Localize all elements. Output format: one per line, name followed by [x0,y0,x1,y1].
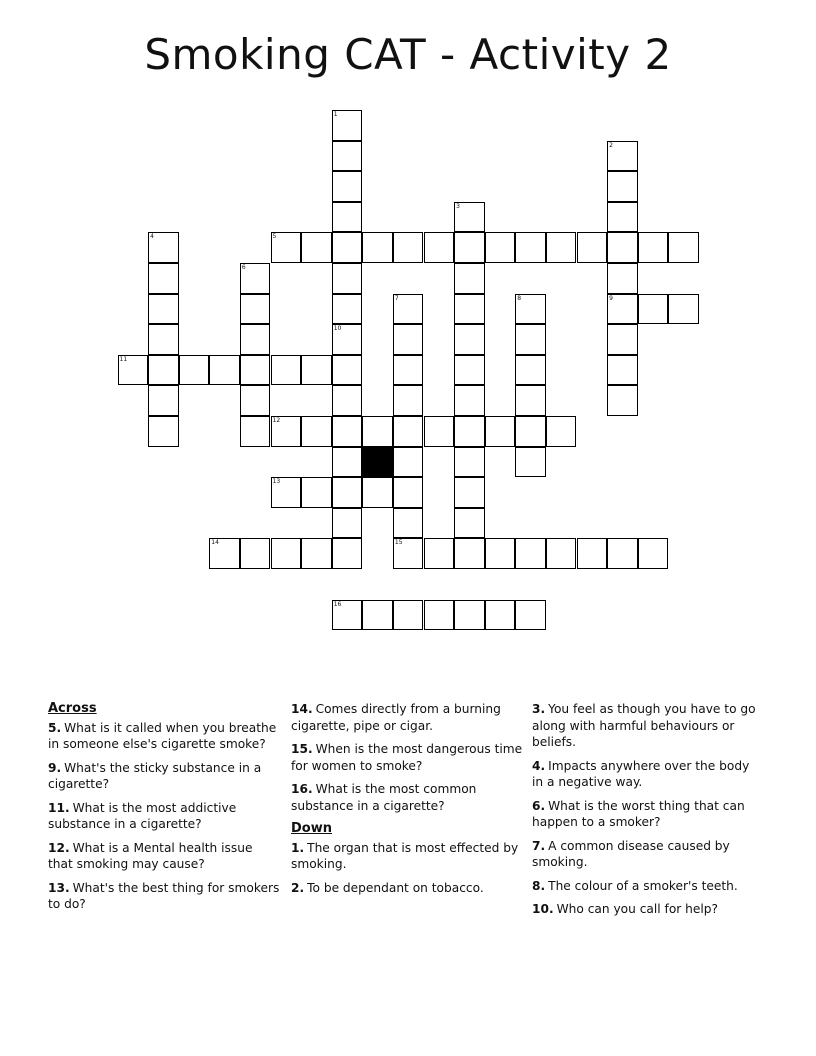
clue-number: 5 [272,233,277,241]
clue-item-number: 1. [291,840,305,855]
grid-cell[interactable] [332,202,363,233]
grid-cell[interactable] [607,263,638,294]
grid-cell[interactable] [668,232,699,263]
clue-item-text: Impacts anywhere over the body in a negative way. [532,758,750,789]
clue-item [532,798,764,831]
clue-number: 2 [609,141,613,149]
grid-cell[interactable] [454,294,485,325]
grid-cell[interactable] [485,416,516,447]
grid-cell[interactable] [515,447,546,478]
grid-cell[interactable] [515,416,546,447]
grid-cell[interactable] [577,538,608,569]
grid-cell[interactable] [393,232,424,263]
grid-cell[interactable] [148,324,179,355]
clue-item-number: 7. [532,838,546,853]
grid-cell[interactable] [485,600,516,631]
grid-cell[interactable] [454,263,485,294]
clue-item-text: What's the best thing for smokers to do? [48,880,280,911]
clue-item-number: 12. [48,840,70,855]
grid-cell[interactable] [607,385,638,416]
clue-number: 4 [150,233,154,241]
clue-number: 14 [211,539,219,547]
grid-cell[interactable] [148,232,179,263]
clue-item-number: 15. [291,742,313,756]
clue-item-number: 9. [48,760,62,775]
grid-cell[interactable] [607,538,638,569]
grid-cell[interactable] [607,294,638,325]
clue-number: 1 [333,111,338,118]
clue-item-text: What is a Mental health issue that smoking may cause? [48,840,253,871]
clue-column-1 [48,701,280,920]
grid-cell[interactable] [240,263,271,294]
clue-item-number: 11. [48,800,70,815]
grid-cell[interactable] [271,232,302,263]
grid-cell[interactable] [240,294,271,325]
blocked-cell [362,447,393,478]
grid-cell[interactable] [454,538,485,569]
grid-cell[interactable] [607,324,638,355]
clue-item [48,880,280,913]
clue-number: 13 [272,478,281,486]
grid-cell[interactable] [393,600,424,631]
grid-cell[interactable] [240,324,271,355]
grid-cell[interactable] [607,202,638,233]
grid-cell[interactable] [638,538,669,569]
clue-item [48,800,280,833]
clue-number: 10 [333,325,342,333]
grid-cell[interactable] [148,263,179,294]
grid-cell[interactable] [332,232,363,263]
grid-cell[interactable] [485,232,516,263]
grid-cell[interactable] [393,324,424,355]
clue-item [532,701,764,751]
grid-cell[interactable] [668,294,699,325]
clue-item-number: 13. [48,880,70,895]
clue-column-2 [291,701,523,903]
grid-cell[interactable] [393,416,424,447]
grid-cell[interactable] [240,416,271,447]
grid-cell[interactable] [607,232,638,263]
grid-cell[interactable] [577,232,608,263]
clue-item [532,901,764,918]
grid-cell[interactable] [454,600,485,631]
grid-cell[interactable] [301,416,332,447]
clue-item-text: Who can you call for help? [556,902,718,916]
grid-cell[interactable] [240,385,271,416]
grid-cell[interactable] [393,355,424,386]
clue-item [291,701,523,734]
grid-cell[interactable] [362,600,393,631]
grid-cell[interactable] [515,600,546,631]
clue-item [291,781,523,814]
grid-cell[interactable] [424,232,455,263]
grid-cell[interactable] [393,477,424,508]
grid-cell[interactable] [332,355,363,386]
grid-cell[interactable] [271,416,302,447]
section-heading-across: Across [48,701,97,716]
clue-item-number: 5. [48,720,62,735]
grid-cell[interactable] [209,538,240,569]
grid-cell[interactable] [332,600,363,631]
clue-number: 16 [333,600,342,608]
clue-number: 8 [517,294,522,302]
clue-item-text: What is the most common substance in a cigarette? [291,782,477,813]
grid-cell[interactable] [515,355,546,386]
grid-cell[interactable] [515,324,546,355]
clue-item-number: 8. [532,878,546,893]
grid-cell[interactable] [393,447,424,478]
grid-cell[interactable] [393,294,424,325]
grid-cell[interactable] [301,232,332,263]
clue-item-text: A common disease caused by smoking. [532,838,730,869]
clue-item [291,840,523,873]
clue-item-text: To be dependant on tobacco. [307,880,484,895]
clue-item-text: Comes directly from a burning cigarette, pipe or cigar. [291,702,501,733]
clue-item-text: What's the sticky substance in a cigarette? [48,760,262,791]
clue-item-text: The organ that is most effected by smoking. [291,840,519,871]
clue-item-text: The colour of a smoker's teeth. [548,878,738,893]
clue-number: 12 [272,417,281,424]
grid-cell[interactable] [454,232,485,263]
grid-cell[interactable] [332,141,363,172]
clue-item-number: 3. [532,702,546,716]
grid-cell[interactable] [209,355,240,386]
grid-cell[interactable] [454,477,485,508]
grid-cell[interactable] [332,110,363,141]
grid-cell[interactable] [362,232,393,263]
clue-item-text: When is the most dangerous time for women to smoke? [291,742,523,773]
grid-cell[interactable] [148,355,179,386]
clue-number: 7 [394,294,399,302]
clue-item [48,840,280,873]
grid-cell[interactable] [515,538,546,569]
grid-cell[interactable] [424,600,455,631]
grid-cell[interactable] [454,385,485,416]
page-title: Smoking CAT - Activity 2 [144,30,672,79]
clue-item [48,760,280,793]
clue-item-text: What is the most addictive substance in a cigarette? [48,800,237,831]
clue-item-number: 10. [532,902,554,916]
grid-cell[interactable] [424,416,455,447]
grid-cell[interactable] [393,538,424,569]
clue-item-text: What is it called when you breathe in someone else's cigarette smoke? [48,720,277,751]
grid-cell[interactable] [332,324,363,355]
clue-item [291,880,523,897]
grid-cell[interactable] [515,385,546,416]
grid-cell[interactable] [424,538,455,569]
grid-cell[interactable] [271,355,302,386]
grid-cell[interactable] [454,324,485,355]
section-heading-down: Down [291,821,332,836]
grid-cell[interactable] [332,477,363,508]
grid-cell[interactable] [546,538,577,569]
grid-cell[interactable] [454,202,485,233]
grid-cell[interactable] [332,294,363,325]
grid-cell[interactable] [179,355,210,386]
clue-number: 3 [456,202,460,210]
grid-cell[interactable] [240,355,271,386]
grid-cell[interactable] [454,355,485,386]
grid-cell[interactable] [271,538,302,569]
grid-cell[interactable] [118,355,149,386]
grid-cell[interactable] [240,538,271,569]
grid-cell[interactable] [546,416,577,447]
grid-cell[interactable] [362,477,393,508]
clue-item [48,720,280,753]
grid-cell[interactable] [332,416,363,447]
grid-cell[interactable] [301,538,332,569]
clue-number: 11 [119,355,128,363]
clue-item-number: 6. [532,798,546,813]
clue-item-number: 16. [291,782,313,796]
grid-cell[interactable] [301,477,332,508]
clue-item-text: You feel as though you have to go along with harmful behaviours or beliefs. [532,702,756,749]
grid-cell[interactable] [148,416,179,447]
clue-item [532,878,764,895]
grid-cell[interactable] [332,447,363,478]
grid-cell[interactable] [485,538,516,569]
grid-cell[interactable] [271,477,302,508]
clue-number: 15 [394,539,403,547]
grid-cell[interactable] [393,385,424,416]
clue-item-text: What is the worst thing that can happen to a smoker? [532,798,745,829]
grid-cell[interactable] [301,355,332,386]
grid-cell[interactable] [607,141,638,172]
clue-item [532,758,764,791]
grid-cell[interactable] [607,171,638,202]
grid-cell[interactable] [393,508,424,539]
clue-item [291,741,523,774]
clue-number: 6 [241,264,246,271]
clue-item [532,838,764,871]
grid-cell[interactable] [148,385,179,416]
grid-cell[interactable] [332,171,363,202]
grid-cell[interactable] [332,385,363,416]
grid-cell[interactable] [332,508,363,539]
grid-cell[interactable] [638,232,669,263]
grid-cell[interactable] [515,232,546,263]
grid-cell[interactable] [454,447,485,478]
grid-cell[interactable] [332,538,363,569]
grid-cell[interactable] [607,355,638,386]
grid-cell[interactable] [148,294,179,325]
grid-cell[interactable] [332,263,363,294]
grid-cell[interactable] [546,232,577,263]
clue-item-number: 4. [532,758,546,773]
clue-item-number: 14. [291,702,313,716]
grid-cell[interactable] [362,416,393,447]
clue-number: 9 [609,294,613,302]
clue-item-number: 2. [291,880,305,895]
grid-cell[interactable] [454,416,485,447]
grid-cell[interactable] [638,294,669,325]
grid-cell[interactable] [515,294,546,325]
grid-cell[interactable] [454,508,485,539]
clue-column-3 [532,701,764,925]
